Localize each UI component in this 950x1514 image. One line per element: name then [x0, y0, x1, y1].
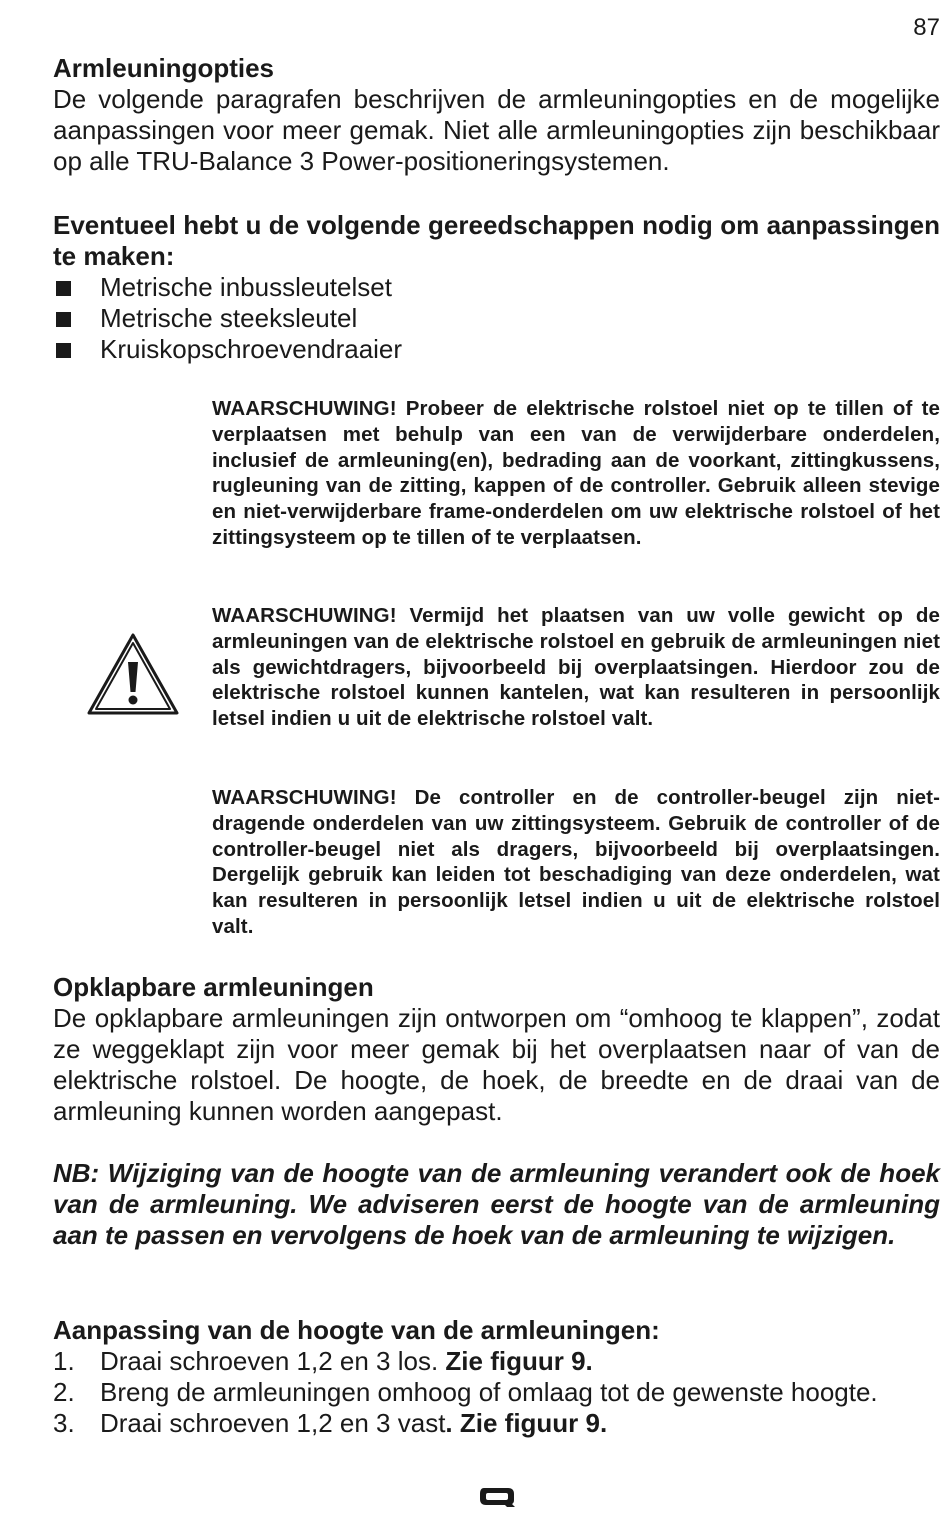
list-item: 2. Breng de armleuningen omhoog of omlaag tot de gewenste hoogte. — [53, 1377, 878, 1407]
list-item: Metrische steeksleutel — [53, 303, 940, 334]
section-heading: Armleuningopties — [53, 53, 275, 83]
note-text: NB: Wijziging van de hoogte van de armleuning verandert ook de hoek van de armleuning. We adviseren eerst de hoogte van de armleuning aan te passen en vervolgens de hoek van de armleuning te wijzigen. — [53, 1158, 940, 1250]
list-item: Kruiskopschroevendraaier — [53, 334, 940, 365]
section-opklapbare-armleuningen — [53, 972, 940, 1127]
bullet-square-icon — [56, 281, 71, 296]
bullet-square-icon — [56, 343, 71, 358]
section-heading: Opklapbare armleuningen — [53, 972, 374, 1002]
bullet-square-icon — [56, 312, 71, 327]
brand-logo-icon — [478, 1486, 516, 1508]
section-hoogte-aanpassing — [53, 1315, 950, 1439]
tools-section — [53, 210, 940, 365]
list-item: 1. Draai schroeven 1,2 en 3 los. Zie figuur 9. — [53, 1346, 593, 1376]
section-heading: Aanpassing van de hoogte van de armleuningen: — [53, 1315, 660, 1345]
list-item: Metrische inbussleutelset — [53, 272, 940, 303]
list-item: 3. Draai schroeven 1,2 en 3 vast. Zie figuur 9. — [53, 1408, 608, 1438]
page-number: 87 — [913, 14, 940, 41]
warning-1: WAARSCHUWING! Probeer de elektrische rolstoel niet op te tillen of te verplaatsen met behulp van een van de verwijderbare onderdelen, inclusief de armleuning(en), bedrading aan de voorkant, zittingkussens, rugleuning van de zitting, kappen of de controller. Gebruik alleen stevige en niet-verwijderbare frame-onderdelen om uw elektrische rolstoel of het zittingsysteem op te tillen of te verplaatsen. — [212, 397, 940, 549]
section-body: De volgende paragrafen beschrijven de armleuningopties en de mogelijke aanpassingen voor meer gemak. Niet alle armleuningopties zijn beschikbaar op alle TRU-Balance 3 Power-positioneringsystemen. — [53, 84, 940, 176]
section-body: De opklapbare armleuningen zijn ontworpen om “omhoog te klappen”, zodat ze weggeklapt zijn voor meer gemak bij het overplaatsen naar of van de elektrische rolstoel. De hoogte, de hoek, de breedte en de draai van de armleuning kunnen worden aangepast. — [53, 1003, 940, 1126]
warning-2: WAARSCHUWING! Vermijd het plaatsen van uw volle gewicht op de armleuningen van de elektrische rolstoel en gebruik de armleuningen niet als gewichtdragers, bijvoorbeeld bij overplaatsingen. Hierdoor zou de elektrische rolstoel kunnen kantelen, wat kan resulteren in persoonlijk letsel indien u uit de elektrische rolstoel valt. — [212, 604, 940, 731]
tools-list — [53, 272, 940, 365]
tools-intro: Eventueel hebt u de volgende gereedschappen nodig om aanpassingen te maken: — [53, 210, 940, 271]
warning-triangle-icon — [86, 632, 180, 718]
section-armleuningopties — [53, 53, 940, 177]
steps-list — [53, 1346, 950, 1439]
note-block — [53, 1158, 940, 1251]
warning-3: WAARSCHUWING! De controller en de controller-beugel zijn niet-dragende onderdelen van uw zittingsysteem. Gebruik de controller of de controller-beugel niet als dragers, bijvoorbeeld bij overplaatsingen. Dergelijk gebruik kan leiden tot beschadiging van deze onderdelen, wat kan resulteren in persoonlijk letsel indien u uit de elektrische rolstoel valt. — [212, 786, 940, 938]
